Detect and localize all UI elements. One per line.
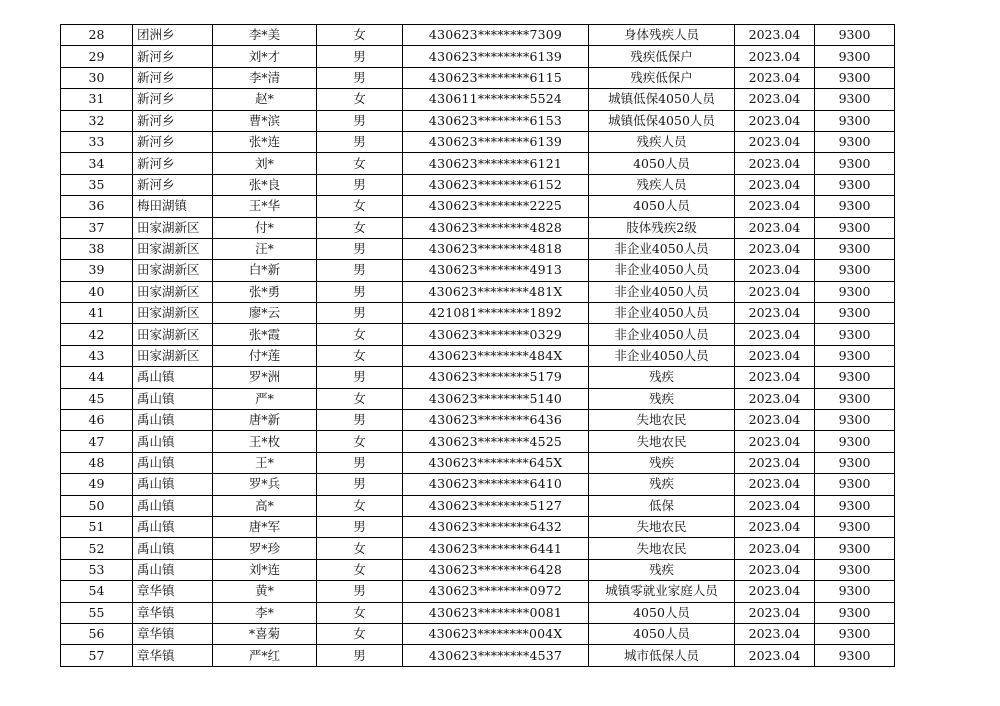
date-cell: 2023.04 <box>735 238 815 259</box>
date-cell: 2023.04 <box>735 559 815 580</box>
town-cell: 禹山镇 <box>133 495 213 516</box>
gender-cell: 男 <box>317 46 403 67</box>
date-cell: 2023.04 <box>735 67 815 88</box>
name-cell: 唐*军 <box>213 516 317 537</box>
name-cell: 白*新 <box>213 260 317 281</box>
table-row <box>61 345 895 366</box>
amount-cell: 9300 <box>815 281 895 302</box>
id-number-cell: 430623********4537 <box>403 645 589 666</box>
category-cell: 身体残疾人员 <box>589 25 735 46</box>
gender-cell: 女 <box>317 495 403 516</box>
category-cell: 残疾 <box>589 474 735 495</box>
name-cell: 罗*珍 <box>213 538 317 559</box>
table-row <box>61 602 895 623</box>
category-cell: 非企业4050人员 <box>589 238 735 259</box>
town-cell: 禹山镇 <box>133 474 213 495</box>
town-cell: 新河乡 <box>133 131 213 152</box>
row-number-cell: 53 <box>61 559 133 580</box>
id-number-cell: 430623********5127 <box>403 495 589 516</box>
amount-cell: 9300 <box>815 153 895 174</box>
town-cell: 禹山镇 <box>133 452 213 473</box>
amount-cell: 9300 <box>815 324 895 345</box>
name-cell: 张*良 <box>213 174 317 195</box>
name-cell: 李*美 <box>213 25 317 46</box>
table-row <box>61 324 895 345</box>
row-number-cell: 28 <box>61 25 133 46</box>
id-number-cell: 430623********6121 <box>403 153 589 174</box>
id-number-cell: 430623********0329 <box>403 324 589 345</box>
id-number-cell: 430623********6115 <box>403 67 589 88</box>
name-cell: 付* <box>213 217 317 238</box>
table-row <box>61 538 895 559</box>
town-cell: 禹山镇 <box>133 431 213 452</box>
amount-cell: 9300 <box>815 67 895 88</box>
amount-cell: 9300 <box>815 516 895 537</box>
town-cell: 新河乡 <box>133 153 213 174</box>
table-row <box>61 559 895 580</box>
town-cell: 禹山镇 <box>133 388 213 409</box>
id-number-cell: 430623********5140 <box>403 388 589 409</box>
id-number-cell: 430623********0081 <box>403 602 589 623</box>
category-cell: 城镇低保4050人员 <box>589 89 735 110</box>
amount-cell: 9300 <box>815 196 895 217</box>
gender-cell: 男 <box>317 581 403 602</box>
table-row <box>61 474 895 495</box>
table-row <box>61 260 895 281</box>
row-number-cell: 43 <box>61 345 133 366</box>
date-cell: 2023.04 <box>735 153 815 174</box>
table-row <box>61 431 895 452</box>
amount-cell: 9300 <box>815 388 895 409</box>
data-table <box>60 24 895 667</box>
id-number-cell: 430623********6152 <box>403 174 589 195</box>
table-row <box>61 623 895 644</box>
table-row <box>61 367 895 388</box>
date-cell: 2023.04 <box>735 516 815 537</box>
date-cell: 2023.04 <box>735 602 815 623</box>
row-number-cell: 34 <box>61 153 133 174</box>
category-cell: 残疾 <box>589 367 735 388</box>
category-cell: 残疾低保户 <box>589 67 735 88</box>
row-number-cell: 47 <box>61 431 133 452</box>
table-row <box>61 46 895 67</box>
category-cell: 非企业4050人员 <box>589 281 735 302</box>
category-cell: 4050人员 <box>589 602 735 623</box>
date-cell: 2023.04 <box>735 281 815 302</box>
category-cell: 肢体残疾2级 <box>589 217 735 238</box>
id-number-cell: 430623********6432 <box>403 516 589 537</box>
gender-cell: 女 <box>317 324 403 345</box>
amount-cell: 9300 <box>815 410 895 431</box>
table-body <box>61 25 895 667</box>
date-cell: 2023.04 <box>735 474 815 495</box>
table-row <box>61 388 895 409</box>
table-row <box>61 645 895 666</box>
amount-cell: 9300 <box>815 46 895 67</box>
name-cell: 李*清 <box>213 67 317 88</box>
row-number-cell: 57 <box>61 645 133 666</box>
table-row <box>61 303 895 324</box>
table-row <box>61 25 895 46</box>
row-number-cell: 30 <box>61 67 133 88</box>
town-cell: 章华镇 <box>133 602 213 623</box>
town-cell: 田家湖新区 <box>133 303 213 324</box>
gender-cell: 男 <box>317 260 403 281</box>
date-cell: 2023.04 <box>735 217 815 238</box>
table-row <box>61 452 895 473</box>
row-number-cell: 55 <box>61 602 133 623</box>
row-number-cell: 52 <box>61 538 133 559</box>
category-cell: 失地农民 <box>589 410 735 431</box>
id-number-cell: 421081********1892 <box>403 303 589 324</box>
name-cell: 唐*新 <box>213 410 317 431</box>
gender-cell: 女 <box>317 559 403 580</box>
category-cell: 残疾 <box>589 452 735 473</box>
gender-cell: 男 <box>317 645 403 666</box>
category-cell: 城市低保人员 <box>589 645 735 666</box>
gender-cell: 女 <box>317 602 403 623</box>
gender-cell: 男 <box>317 238 403 259</box>
amount-cell: 9300 <box>815 645 895 666</box>
gender-cell: 女 <box>317 538 403 559</box>
town-cell: 禹山镇 <box>133 538 213 559</box>
row-number-cell: 33 <box>61 131 133 152</box>
id-number-cell: 430623********6153 <box>403 110 589 131</box>
gender-cell: 女 <box>317 217 403 238</box>
category-cell: 4050人员 <box>589 196 735 217</box>
gender-cell: 男 <box>317 452 403 473</box>
row-number-cell: 46 <box>61 410 133 431</box>
amount-cell: 9300 <box>815 260 895 281</box>
date-cell: 2023.04 <box>735 110 815 131</box>
id-number-cell: 430623********4525 <box>403 431 589 452</box>
town-cell: 新河乡 <box>133 46 213 67</box>
name-cell: 高* <box>213 495 317 516</box>
row-number-cell: 45 <box>61 388 133 409</box>
date-cell: 2023.04 <box>735 623 815 644</box>
date-cell: 2023.04 <box>735 46 815 67</box>
row-number-cell: 39 <box>61 260 133 281</box>
gender-cell: 女 <box>317 89 403 110</box>
amount-cell: 9300 <box>815 303 895 324</box>
date-cell: 2023.04 <box>735 324 815 345</box>
row-number-cell: 32 <box>61 110 133 131</box>
id-number-cell: 430623********6441 <box>403 538 589 559</box>
row-number-cell: 49 <box>61 474 133 495</box>
gender-cell: 男 <box>317 516 403 537</box>
id-number-cell: 430623********004X <box>403 623 589 644</box>
id-number-cell: 430623********6410 <box>403 474 589 495</box>
gender-cell: 女 <box>317 388 403 409</box>
date-cell: 2023.04 <box>735 174 815 195</box>
row-number-cell: 51 <box>61 516 133 537</box>
category-cell: 低保 <box>589 495 735 516</box>
id-number-cell: 430623********6436 <box>403 410 589 431</box>
town-cell: 田家湖新区 <box>133 238 213 259</box>
amount-cell: 9300 <box>815 25 895 46</box>
row-number-cell: 44 <box>61 367 133 388</box>
town-cell: 新河乡 <box>133 174 213 195</box>
date-cell: 2023.04 <box>735 538 815 559</box>
name-cell: 刘* <box>213 153 317 174</box>
amount-cell: 9300 <box>815 623 895 644</box>
category-cell: 4050人员 <box>589 623 735 644</box>
table-row <box>61 196 895 217</box>
row-number-cell: 37 <box>61 217 133 238</box>
row-number-cell: 40 <box>61 281 133 302</box>
category-cell: 城镇低保4050人员 <box>589 110 735 131</box>
gender-cell: 男 <box>317 281 403 302</box>
name-cell: 曹*滨 <box>213 110 317 131</box>
category-cell: 失地农民 <box>589 431 735 452</box>
gender-cell: 女 <box>317 196 403 217</box>
row-number-cell: 54 <box>61 581 133 602</box>
name-cell: 王*华 <box>213 196 317 217</box>
name-cell: 刘*才 <box>213 46 317 67</box>
id-number-cell: 430623********6139 <box>403 46 589 67</box>
id-number-cell: 430623********481X <box>403 281 589 302</box>
table-row <box>61 153 895 174</box>
amount-cell: 9300 <box>815 495 895 516</box>
date-cell: 2023.04 <box>735 196 815 217</box>
amount-cell: 9300 <box>815 217 895 238</box>
town-cell: 田家湖新区 <box>133 345 213 366</box>
town-cell: 禹山镇 <box>133 410 213 431</box>
date-cell: 2023.04 <box>735 452 815 473</box>
date-cell: 2023.04 <box>735 89 815 110</box>
town-cell: 禹山镇 <box>133 367 213 388</box>
gender-cell: 男 <box>317 303 403 324</box>
town-cell: 章华镇 <box>133 581 213 602</box>
amount-cell: 9300 <box>815 89 895 110</box>
name-cell: 黄* <box>213 581 317 602</box>
gender-cell: 女 <box>317 25 403 46</box>
name-cell: 王*枚 <box>213 431 317 452</box>
amount-cell: 9300 <box>815 345 895 366</box>
name-cell: 罗*洲 <box>213 367 317 388</box>
name-cell: 赵* <box>213 89 317 110</box>
amount-cell: 9300 <box>815 474 895 495</box>
name-cell: 王* <box>213 452 317 473</box>
category-cell: 4050人员 <box>589 153 735 174</box>
date-cell: 2023.04 <box>735 495 815 516</box>
row-number-cell: 36 <box>61 196 133 217</box>
town-cell: 章华镇 <box>133 623 213 644</box>
name-cell: 汪* <box>213 238 317 259</box>
id-number-cell: 430611********5524 <box>403 89 589 110</box>
name-cell: 张*勇 <box>213 281 317 302</box>
row-number-cell: 35 <box>61 174 133 195</box>
id-number-cell: 430623********0972 <box>403 581 589 602</box>
category-cell: 非企业4050人员 <box>589 260 735 281</box>
table-row <box>61 516 895 537</box>
category-cell: 城镇零就业家庭人员 <box>589 581 735 602</box>
id-number-cell: 430623********7309 <box>403 25 589 46</box>
category-cell: 残疾低保户 <box>589 46 735 67</box>
name-cell: 廖*云 <box>213 303 317 324</box>
gender-cell: 男 <box>317 110 403 131</box>
date-cell: 2023.04 <box>735 131 815 152</box>
amount-cell: 9300 <box>815 581 895 602</box>
town-cell: 新河乡 <box>133 67 213 88</box>
table-row <box>61 217 895 238</box>
amount-cell: 9300 <box>815 538 895 559</box>
name-cell: 李* <box>213 602 317 623</box>
category-cell: 残疾 <box>589 388 735 409</box>
name-cell: 张*霞 <box>213 324 317 345</box>
table-row <box>61 89 895 110</box>
town-cell: 新河乡 <box>133 89 213 110</box>
table-row <box>61 110 895 131</box>
row-number-cell: 56 <box>61 623 133 644</box>
date-cell: 2023.04 <box>735 410 815 431</box>
row-number-cell: 48 <box>61 452 133 473</box>
id-number-cell: 430623********6139 <box>403 131 589 152</box>
date-cell: 2023.04 <box>735 388 815 409</box>
gender-cell: 女 <box>317 153 403 174</box>
amount-cell: 9300 <box>815 174 895 195</box>
town-cell: 禹山镇 <box>133 559 213 580</box>
table-row <box>61 174 895 195</box>
row-number-cell: 38 <box>61 238 133 259</box>
gender-cell: 男 <box>317 174 403 195</box>
town-cell: 田家湖新区 <box>133 260 213 281</box>
amount-cell: 9300 <box>815 367 895 388</box>
id-number-cell: 430623********645X <box>403 452 589 473</box>
town-cell: 田家湖新区 <box>133 324 213 345</box>
table-row <box>61 131 895 152</box>
name-cell: 付*莲 <box>213 345 317 366</box>
name-cell: 罗*兵 <box>213 474 317 495</box>
gender-cell: 女 <box>317 623 403 644</box>
gender-cell: 男 <box>317 67 403 88</box>
table-row <box>61 581 895 602</box>
id-number-cell: 430623********5179 <box>403 367 589 388</box>
row-number-cell: 42 <box>61 324 133 345</box>
town-cell: 团洲乡 <box>133 25 213 46</box>
table-row <box>61 495 895 516</box>
row-number-cell: 29 <box>61 46 133 67</box>
amount-cell: 9300 <box>815 452 895 473</box>
category-cell: 失地农民 <box>589 516 735 537</box>
amount-cell: 9300 <box>815 238 895 259</box>
category-cell: 非企业4050人员 <box>589 324 735 345</box>
amount-cell: 9300 <box>815 110 895 131</box>
category-cell: 残疾人员 <box>589 174 735 195</box>
town-cell: 梅田湖镇 <box>133 196 213 217</box>
town-cell: 章华镇 <box>133 645 213 666</box>
date-cell: 2023.04 <box>735 581 815 602</box>
date-cell: 2023.04 <box>735 260 815 281</box>
table-row <box>61 410 895 431</box>
town-cell: 禹山镇 <box>133 516 213 537</box>
row-number-cell: 31 <box>61 89 133 110</box>
category-cell: 非企业4050人员 <box>589 345 735 366</box>
town-cell: 新河乡 <box>133 110 213 131</box>
gender-cell: 女 <box>317 431 403 452</box>
name-cell: 严*红 <box>213 645 317 666</box>
date-cell: 2023.04 <box>735 25 815 46</box>
id-number-cell: 430623********6428 <box>403 559 589 580</box>
date-cell: 2023.04 <box>735 645 815 666</box>
amount-cell: 9300 <box>815 602 895 623</box>
date-cell: 2023.04 <box>735 303 815 324</box>
table-row <box>61 238 895 259</box>
name-cell: 张*连 <box>213 131 317 152</box>
gender-cell: 男 <box>317 474 403 495</box>
name-cell: 严* <box>213 388 317 409</box>
category-cell: 残疾 <box>589 559 735 580</box>
row-number-cell: 41 <box>61 303 133 324</box>
category-cell: 非企业4050人员 <box>589 303 735 324</box>
gender-cell: 男 <box>317 131 403 152</box>
name-cell: 刘*连 <box>213 559 317 580</box>
category-cell: 失地农民 <box>589 538 735 559</box>
amount-cell: 9300 <box>815 431 895 452</box>
date-cell: 2023.04 <box>735 367 815 388</box>
id-number-cell: 430623********4818 <box>403 238 589 259</box>
amount-cell: 9300 <box>815 131 895 152</box>
date-cell: 2023.04 <box>735 345 815 366</box>
town-cell: 田家湖新区 <box>133 217 213 238</box>
table-row <box>61 281 895 302</box>
gender-cell: 女 <box>317 345 403 366</box>
date-cell: 2023.04 <box>735 431 815 452</box>
id-number-cell: 430623********484X <box>403 345 589 366</box>
gender-cell: 男 <box>317 410 403 431</box>
id-number-cell: 430623********2225 <box>403 196 589 217</box>
id-number-cell: 430623********4828 <box>403 217 589 238</box>
category-cell: 残疾人员 <box>589 131 735 152</box>
gender-cell: 男 <box>317 367 403 388</box>
town-cell: 田家湖新区 <box>133 281 213 302</box>
table-row <box>61 67 895 88</box>
id-number-cell: 430623********4913 <box>403 260 589 281</box>
name-cell: *喜菊 <box>213 623 317 644</box>
amount-cell: 9300 <box>815 559 895 580</box>
row-number-cell: 50 <box>61 495 133 516</box>
